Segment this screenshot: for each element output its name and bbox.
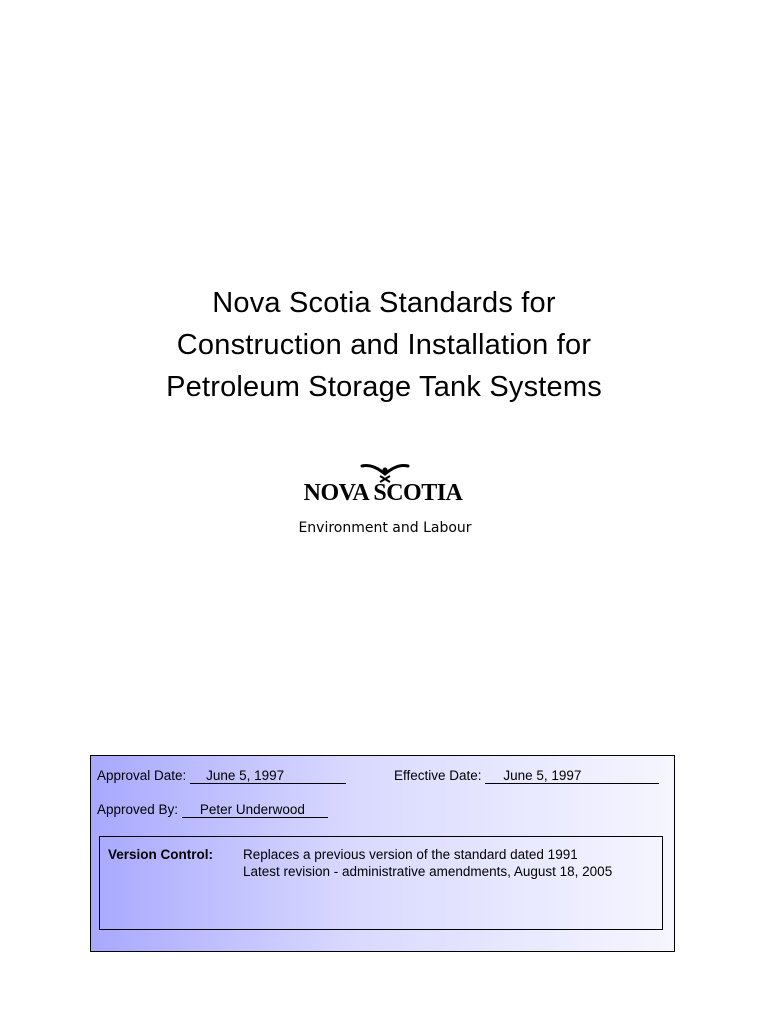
document-title <box>0 282 768 408</box>
logo-subtitle: Environment and Labour <box>298 520 472 536</box>
nova-scotia-logo <box>290 458 490 548</box>
version-control-line-2: Latest revision - administrative amendments, August 18, 2005 <box>243 864 613 879</box>
approval-box <box>90 755 675 952</box>
title-line-2: Construction and Installation for <box>176 329 592 361</box>
title-line-1: Nova Scotia Standards for <box>212 287 556 319</box>
version-control-box <box>99 836 663 930</box>
approved-by-label: Approved By: <box>97 802 179 817</box>
approval-date-value: June 5, 1997 <box>190 769 346 784</box>
approval-date-label: Approval Date: <box>97 768 187 783</box>
approved-by-value: Peter Underwood <box>182 803 328 818</box>
logo-wordmark: NOVA SCOTIA <box>303 480 463 506</box>
effective-date-value: June 5, 1997 <box>485 769 659 784</box>
approval-date-field <box>97 768 346 784</box>
title-line-3: Petroleum Storage Tank Systems <box>166 371 602 403</box>
effective-date-label: Effective Date: <box>394 768 482 783</box>
version-control-line-1: Replaces a previous version of the standard dated 1991 <box>243 847 578 862</box>
effective-date-field <box>394 768 659 784</box>
version-control-label: Version Control: <box>108 847 214 862</box>
approved-by-field <box>97 802 328 818</box>
